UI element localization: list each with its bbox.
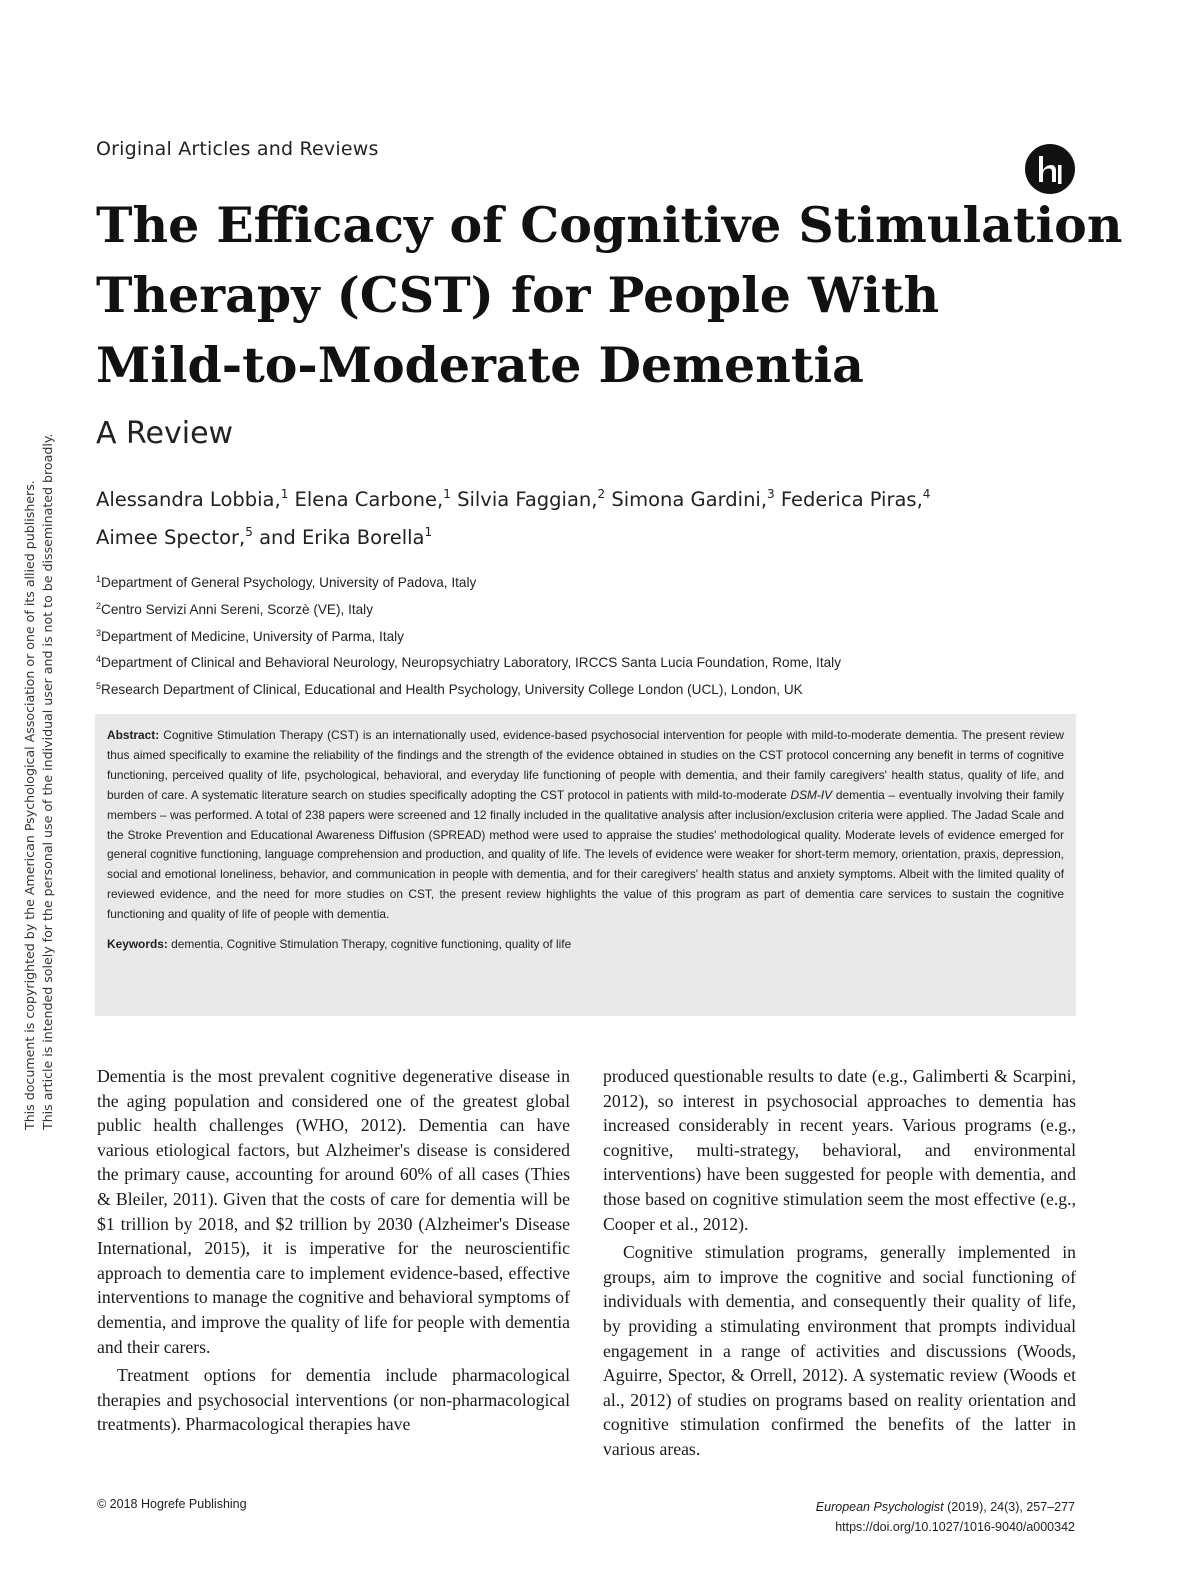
keywords-list: dementia, Cognitive Stimulation Therapy, cognitive functioning, quality of life <box>171 937 572 952</box>
affiliation <box>96 675 1096 702</box>
abstract-italic-term: DSM-IV <box>790 787 833 802</box>
abstract-text <box>107 726 1064 925</box>
article-title <box>96 190 1123 400</box>
journal-name: European Psychologist <box>815 1500 944 1514</box>
author-affiliation-number: 4 <box>922 487 931 501</box>
affiliation-text: Centro Servizi Anni Sereni, Scorzè (VE), Italy <box>101 601 373 617</box>
abstract-body-part-2: dementia – eventually involving their family members – was performed. A total of 238 papers were screened and 12 finally included in the qualitative analysis after inclusion/exclusion criteria were applied. The Jadad Scale and the Stroke Prevention and Educational Awareness Diffusion (SPREAD) method were used to appraise the studies' methodological quality. Moderate levels of evidence emerged for general cognitive functioning, language comprehension and production, and quality of life. The levels of evidence were weaker for short-term memory, orientation, praxis, depression, social and emotional loneliness, behavior, and communication in people with dementia, and for their caregivers' health status and anxiety symptoms. Albeit with the limited quality of reviewed evidence, and the need for more studies on CST, the present review highlights the value of this program as part of dementia care services to sustain the cognitive functioning and quality of life of people with dementia. <box>107 787 1064 922</box>
abstract-label: Abstract: <box>107 728 160 742</box>
footer-citation <box>816 1497 1075 1537</box>
author-affiliation-number: 2 <box>597 487 606 501</box>
author-affiliation-number: 1 <box>443 487 451 501</box>
section-label: Original Articles and Reviews <box>96 138 379 160</box>
author-name: Aimee Spector, <box>96 526 246 549</box>
affiliation-number: 5 <box>96 681 102 692</box>
author-line <box>96 516 1096 554</box>
body-paragraph: produced questionable results to date (e.g., Galimberti & Scarpini, 2012), so interest in psychosocial approaches to dementia has increased considerably in recent years. Various programs (e.g., cognitive, multi-strategy, behavioral, and environmental interventions) have been suggested for people with dementia, and those based on cognitive stimulation seem the most effective (e.g., Cooper et al., 2012). <box>603 1066 1076 1234</box>
body-column-right <box>603 1064 1076 1462</box>
doi-link[interactable]: https://doi.org/10.1027/1016-9040/a000342 <box>835 1520 1075 1534</box>
affiliation-list <box>96 568 1096 702</box>
citation-line <box>816 1497 1075 1517</box>
affiliation <box>96 568 1096 595</box>
author-affiliation-number: 3 <box>767 487 775 501</box>
affiliation-text: Department of Clinical and Behavioral Neurology, Neuropsychiatry Laboratory, IRCCS Santa Lucia Foundation, Rome, Italy <box>101 655 841 671</box>
copyright-notice-line-1: This document is copyrighted by the American Psychological Association or one of its allied publishers. <box>22 480 37 1130</box>
author-name: Simona Gardini, <box>611 488 768 511</box>
author-name: Alessandra Lobbia, <box>96 488 281 511</box>
author-name: Federica Piras, <box>780 488 923 511</box>
body-paragraph: Treatment options for dementia include pharmacological therapies and psychosocial interventions (or non-pharmacological treatments). Pharmacological therapies have <box>97 1365 570 1435</box>
author-line <box>96 478 1096 516</box>
affiliation-number: 3 <box>96 627 102 638</box>
affiliation <box>96 595 1096 622</box>
footer-copyright: © 2018 Hogrefe Publishing <box>97 1497 247 1511</box>
affiliation-number: 4 <box>96 654 102 665</box>
author-affiliation-number: 1 <box>424 525 433 539</box>
title-line: Therapy (CST) for People With <box>96 266 940 324</box>
author-name: Elena Carbone, <box>294 488 444 511</box>
author-name: and Erika Borella <box>259 526 425 549</box>
author-list <box>96 478 1096 554</box>
affiliation <box>96 648 1096 675</box>
affiliation <box>96 622 1096 649</box>
affiliation-number: 1 <box>96 574 102 584</box>
author-affiliation-number: 1 <box>280 487 289 501</box>
hogrefe-logo-icon <box>1025 144 1075 194</box>
body-paragraph: Dementia is the most prevalent cognitive degenerative disease in the aging population and considered one of the greatest global public health challenges (WHO, 2012). Dementia can have various etiological factors, but Alzheimer's disease is considered the primary cause, accounting for around 60% of all cases (Thies & Bleiler, 2011). Given that the costs of care for dementia will be $1 trillion by 2018, and $2 trillion by 2030 (Alzheimer's Disease International, 2015), it is imperative for the neuroscientific approach to dementia care to implement evidence-based, effective interventions to manage the cognitive and behavioral symptoms of dementia, and improve the quality of life for people with dementia and their carers. <box>97 1066 570 1357</box>
keywords <box>107 935 1064 954</box>
affiliation-text: Research Department of Clinical, Educational and Health Psychology, University College London (UCL), London, UK <box>101 682 803 698</box>
abstract-body-part-1: Cognitive Stimulation Therapy (CST) is an internationally used, evidence-based psychosocial intervention for people with mild-to-moderate dementia. The present review thus aimed specifically to examine the reliability of the findings and the strength of the evidence obtained in studies on the CST protocol concerning any benefit in terms of cognitive functioning, perceived quality of life, psychological, behavioral, and everyday life functioning of people with dementia, and their family caregivers' health status, quality of life, and burden of care. A systematic literature search on studies specifically adopting the CST protocol in patients with mild-to-moderate <box>107 728 1064 802</box>
affiliation-number: 2 <box>96 600 102 611</box>
title-line: Mild-to-Moderate Dementia <box>96 336 864 394</box>
affiliation-text: Department of General Psychology, University of Padova, Italy <box>101 575 477 590</box>
author-affiliation-number: 5 <box>245 525 253 539</box>
author-name: Silvia Faggian, <box>457 488 598 511</box>
keywords-label: Keywords: <box>107 937 168 952</box>
abstract-box <box>95 714 1076 1016</box>
citation-details: (2019), 24(3), 257–277 <box>943 1500 1075 1514</box>
article-subtitle: A Review <box>96 416 234 451</box>
copyright-notice-line-2: This article is intended solely for the personal use of the individual user and is not to be disseminated broadly. <box>40 433 55 1130</box>
title-line: The Efficacy of Cognitive Stimulation <box>96 196 1123 254</box>
copyright-notice <box>22 430 67 1130</box>
body-column-left <box>97 1064 570 1437</box>
affiliation-text: Department of Medicine, University of Parma, Italy <box>101 628 404 644</box>
body-paragraph: Cognitive stimulation programs, generally implemented in groups, aim to improve the cognitive and social functioning of individuals with dementia, and consequently their quality of life, by providing a stimulating environment that prompts individual engagement in a range of activities and discussions (Woods, Aguirre, Spector, & Orrell, 2012). A systematic review (Woods et al., 2012) of studies on programs based on reality orientation and cognitive stimulation confirmed the benefits of the latter in various areas. <box>603 1242 1076 1459</box>
